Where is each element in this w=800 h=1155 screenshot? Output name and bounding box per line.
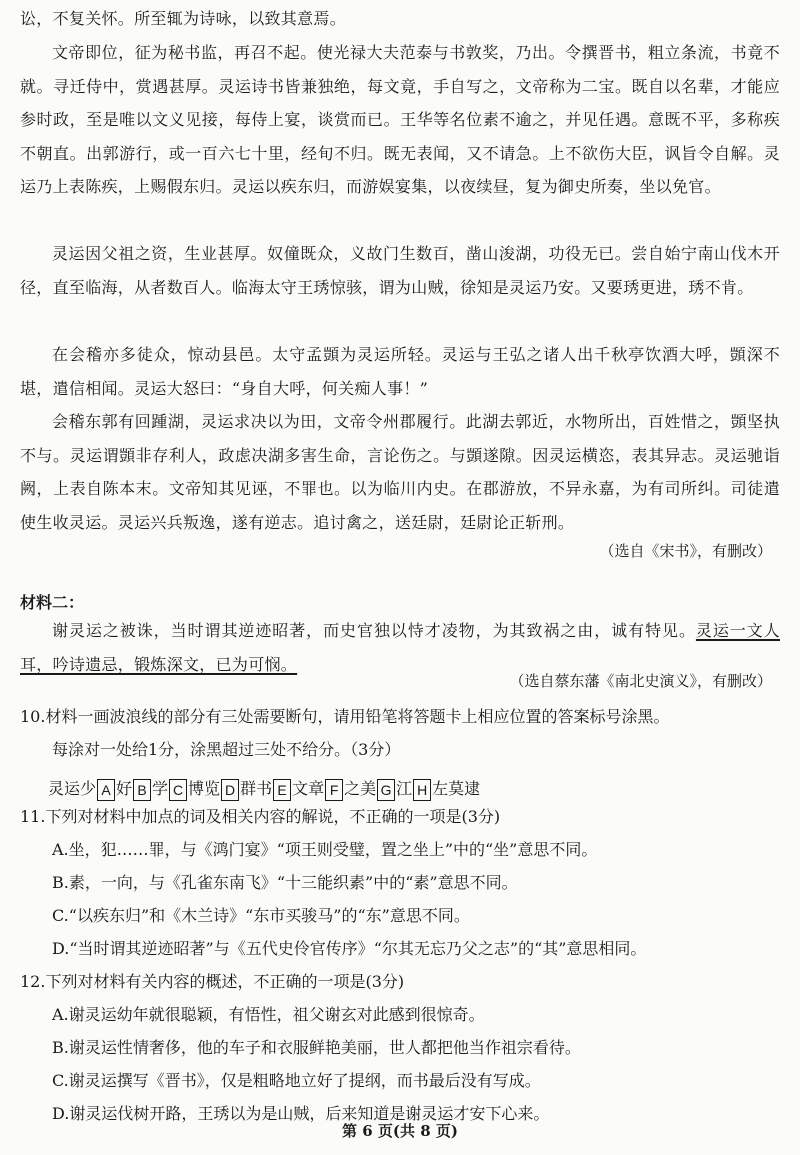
page-footer: 第 6 页(共 8 页) — [342, 1122, 458, 1140]
q10-seg-text: 学 — [152, 779, 169, 798]
q10-seg-text: 灵运少 — [48, 779, 97, 798]
q10-answer-box-h[interactable]: H — [413, 779, 431, 801]
q10-answer-box-d[interactable]: D — [221, 779, 239, 801]
q10-seg-text: 江 — [396, 779, 413, 798]
q12-option-a[interactable]: A.谢灵运幼年就很聪颖，有悟性，祖父谢玄对此感到很惊奇。 — [52, 1005, 485, 1024]
q10-seg-text: 之美 — [344, 779, 377, 798]
q10-seg-text: 博览 — [188, 779, 221, 798]
q10-answer-box-c[interactable]: C — [169, 779, 187, 801]
q12-option-d[interactable]: D.谢灵运伐树开路，王琇以为是山贼，后来知道是谢灵运才安下心来。 — [52, 1104, 550, 1123]
q12-option-b[interactable]: B.谢灵运性情奢侈，他的车子和衣服鲜艳美丽，世人都把他当作祖宗看待。 — [52, 1038, 581, 1057]
q10-segmentation-row — [48, 776, 480, 802]
material-two-plain-text: 谢灵运之被诛，当时谓其逆迹昭著，而史官独以恃才凌物，为其致祸之由，诚有特见。 — [52, 621, 696, 640]
q11-stem: 11.下列对材料中加点的词及相关内容的解说，不正确的一项是(3分) — [20, 807, 501, 826]
q10-answer-box-f[interactable]: F — [325, 779, 343, 801]
material-one-paragraph-4: 会稽东郭有回踵湖，灵运求决以为田，文帝令州郡履行。此湖去郭近，水物所出，百姓惜之，顗坚执不与。灵运谓顗非存利人，政虑决湖多害生命，言论伤之。与顗遂隙。因灵运横恣，表其异志。灵运驰诣阙，上表自陈本末。文帝知其见诬，不罪也。以为临川内史。在郡游放，不异永嘉，为有司所纠。司徒遣使生收灵运。灵运兴兵叛逸，遂有逆志。追讨禽之，送廷尉，廷尉论正斩刑。 — [20, 412, 780, 532]
q11-option-a[interactable]: A.坐，犯……罪，与《鸿门宴》“项王则受璧，置之坐上”中的“坐”意思不同。 — [52, 840, 598, 859]
q10-seg-text: 好 — [116, 779, 133, 798]
material-two-source: （选自蔡东藩《南北史演义》，有删改） — [509, 672, 772, 690]
material-one-paragraph-1: 文帝即位，征为秘书监，再召不起。使光禄大夫范泰与书敦奖，乃出。令撰晋书，粗立条流，书竟不就。寻迁侍中，赏遇甚厚。灵运诗书皆兼独绝，每文竟，手自写之，文帝称为二宝。既自以名辈，才能应参时政，至是唯以文义见接，每侍上宴，谈赏而已。王华等名位素不逾之，并见任遇。意既不平，多称疾不朝直。出郭游行，或一百六七十里，经旬不归。既无表闻，又不请急。上不欲伤大臣，讽旨令自解。灵运乃上表陈疾，上赐假东归。灵运以疾东归，而游娱宴集，以夜续昼，复为御史所奏，坐以免官。 — [20, 43, 780, 196]
q10-seg-text: 文章 — [292, 779, 325, 798]
q10-answer-box-b[interactable]: B — [133, 779, 151, 801]
material-one-paragraph-3: 在会稽亦多徒众，惊动县邑。太守孟顗为灵运所轻。灵运与王弘之诸人出千秋亭饮酒大呼，顗深不堪，遣信相闻。灵运大怒曰：“身自大呼，何关痴人事！” — [20, 345, 780, 398]
q10-seg-text: 左莫逮 — [432, 779, 481, 798]
q10-answer-box-e[interactable]: E — [273, 779, 291, 801]
q10-seg-text: 群书 — [240, 779, 273, 798]
material-one-paragraph-0: 讼，不复关怀。所至辄为诗咏，以致其意焉。 — [20, 9, 347, 28]
material-one-paragraph-2: 灵运因父祖之资，生业甚厚。奴僮既众，义故门生数百，凿山浚湖，功役无已。尝自始宁南山伐木开径，直至临海，从者数百人。临海太守王琇惊骇，谓为山贼，徐知是灵运乃安。又要琇更进，琇不肯。 — [20, 244, 780, 297]
question-10 — [20, 700, 780, 766]
q12-option-c[interactable]: C.谢灵运撰写《晋书》，仅是粗略地立好了提纲，而书最后没有写成。 — [52, 1071, 541, 1090]
q11-option-c[interactable]: C.“以疾东归”和《木兰诗》“东市买骏马”的“东”意思不同。 — [52, 906, 470, 925]
q11-option-d[interactable]: D.“当时谓其逆迹昭著”与《五代史伶官传序》“尔其无忘乃父之志”的“其”意思相同。 — [52, 939, 647, 958]
q11-option-b[interactable]: B.素，一向，与《孔雀东南飞》“十三能织素”中的“素”意思不同。 — [52, 873, 518, 892]
material-two-heading: 材料二： — [20, 593, 85, 612]
q10-stem-line-2: 每涂对一处给1分，涂黑超过三处不给分。（3分） — [52, 740, 401, 759]
q10-answer-box-g[interactable]: G — [377, 779, 395, 801]
material-one-source: （选自《宋书》，有删改） — [599, 542, 772, 560]
q10-answer-box-a[interactable]: A — [97, 779, 115, 801]
question-11 — [20, 800, 780, 965]
material-two-underlined-text: 灵运一文人耳，吟诗遗忌，锻炼深文，已为可悯。 — [20, 621, 780, 674]
q12-stem: 12.下列对材料有关内容的概述，不正确的一项是(3分) — [20, 972, 405, 991]
question-12 — [20, 965, 780, 1130]
q10-stem-line-1: 10.材料一画波浪线的部分有三处需要断句，请用铅笔将答题卡上相应位置的答案标号涂黑。 — [20, 707, 670, 726]
